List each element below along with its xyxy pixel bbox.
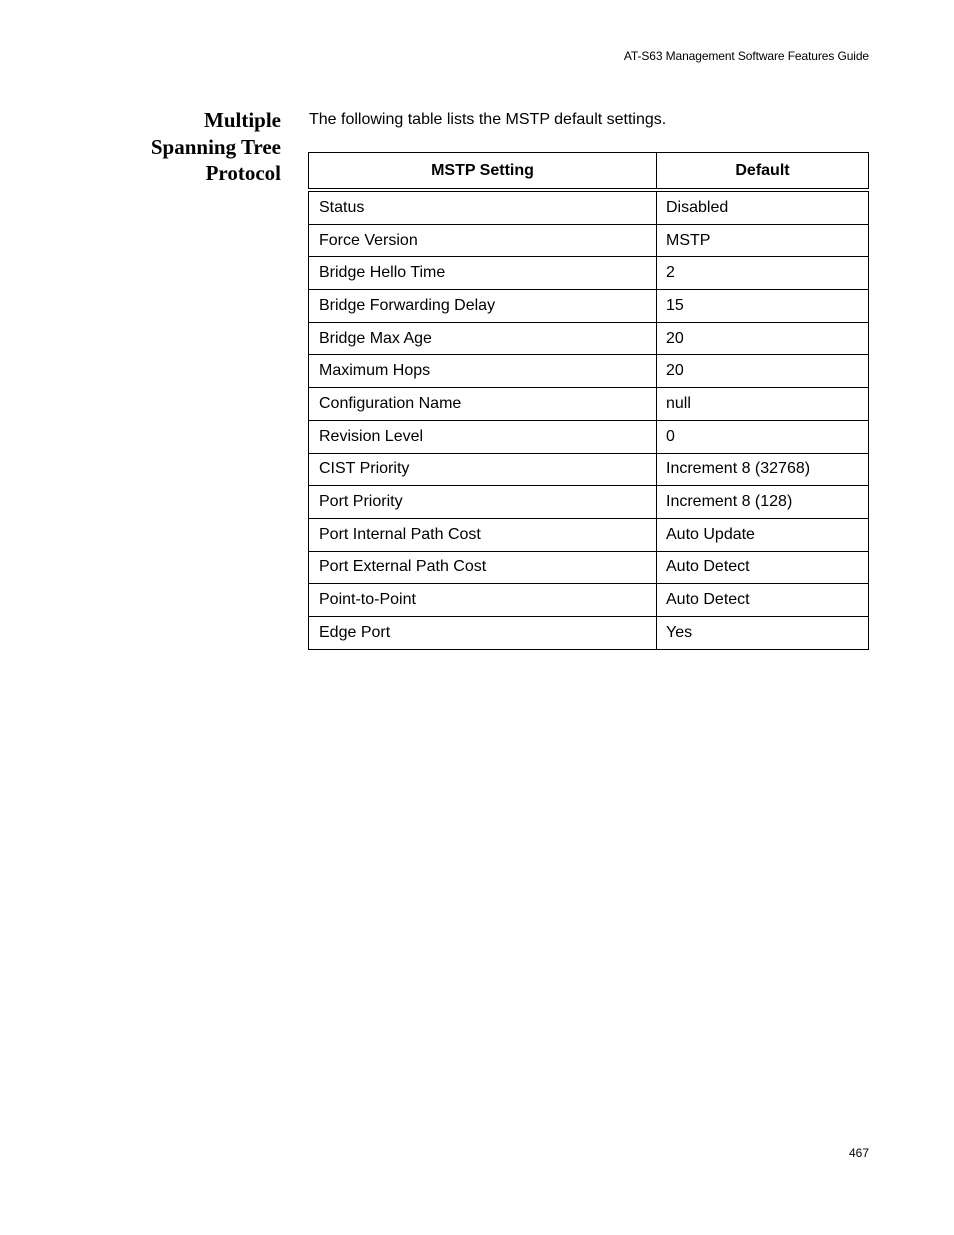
default-value-cell: Auto Detect	[657, 551, 869, 584]
default-value-cell: 20	[657, 322, 869, 355]
setting-name-cell: Bridge Hello Time	[309, 257, 657, 290]
mstp-defaults-table	[308, 152, 869, 650]
setting-name-cell: Edge Port	[309, 616, 657, 649]
table-row	[309, 420, 869, 453]
default-value-cell: Yes	[657, 616, 869, 649]
table-row	[309, 584, 869, 617]
setting-name-cell: Port External Path Cost	[309, 551, 657, 584]
default-value-cell: Auto Update	[657, 518, 869, 551]
default-value-cell: 2	[657, 257, 869, 290]
column-header-setting: MSTP Setting	[309, 153, 657, 191]
intro-paragraph: The following table lists the MSTP default settings.	[309, 111, 667, 128]
section-heading-line: Protocol	[205, 161, 281, 185]
table-row	[309, 616, 869, 649]
column-header-default: Default	[657, 153, 869, 191]
setting-name-cell: Configuration Name	[309, 388, 657, 421]
section-heading-line: Spanning Tree	[150, 134, 281, 159]
default-value-cell: Disabled	[657, 190, 869, 224]
table-row	[309, 290, 869, 323]
setting-name-cell: Status	[309, 190, 657, 224]
default-value-cell: null	[657, 388, 869, 421]
default-value-cell: Increment 8 (128)	[657, 486, 869, 519]
table-row	[309, 190, 869, 224]
running-header: AT-S63 Management Software Features Guide	[623, 49, 869, 63]
default-value-cell: 15	[657, 290, 869, 323]
default-value-cell: 20	[657, 355, 869, 388]
setting-name-cell: Revision Level	[309, 420, 657, 453]
table-row	[309, 453, 869, 486]
section-heading	[100, 107, 281, 187]
setting-name-cell: Port Internal Path Cost	[309, 518, 657, 551]
table-row	[309, 257, 869, 290]
setting-name-cell: Point-to-Point	[309, 584, 657, 617]
setting-name-cell: Bridge Forwarding Delay	[309, 290, 657, 323]
setting-name-cell: CIST Priority	[309, 453, 657, 486]
default-value-cell: 0	[657, 420, 869, 453]
section-heading-line: Multiple	[204, 108, 281, 132]
setting-name-cell: Port Priority	[309, 486, 657, 519]
table-row	[309, 322, 869, 355]
table-row	[309, 224, 869, 257]
setting-name-cell: Bridge Max Age	[309, 322, 657, 355]
table-row	[309, 486, 869, 519]
default-value-cell: Increment 8 (32768)	[657, 453, 869, 486]
setting-name-cell: Maximum Hops	[309, 355, 657, 388]
default-value-cell: MSTP	[657, 224, 869, 257]
table-row	[309, 388, 869, 421]
table-row	[309, 551, 869, 584]
table-header-row	[309, 153, 869, 191]
table-row	[309, 355, 869, 388]
default-value-cell: Auto Detect	[657, 584, 869, 617]
table-row	[309, 518, 869, 551]
setting-name-cell: Force Version	[309, 224, 657, 257]
page-number: 467	[848, 1146, 869, 1160]
